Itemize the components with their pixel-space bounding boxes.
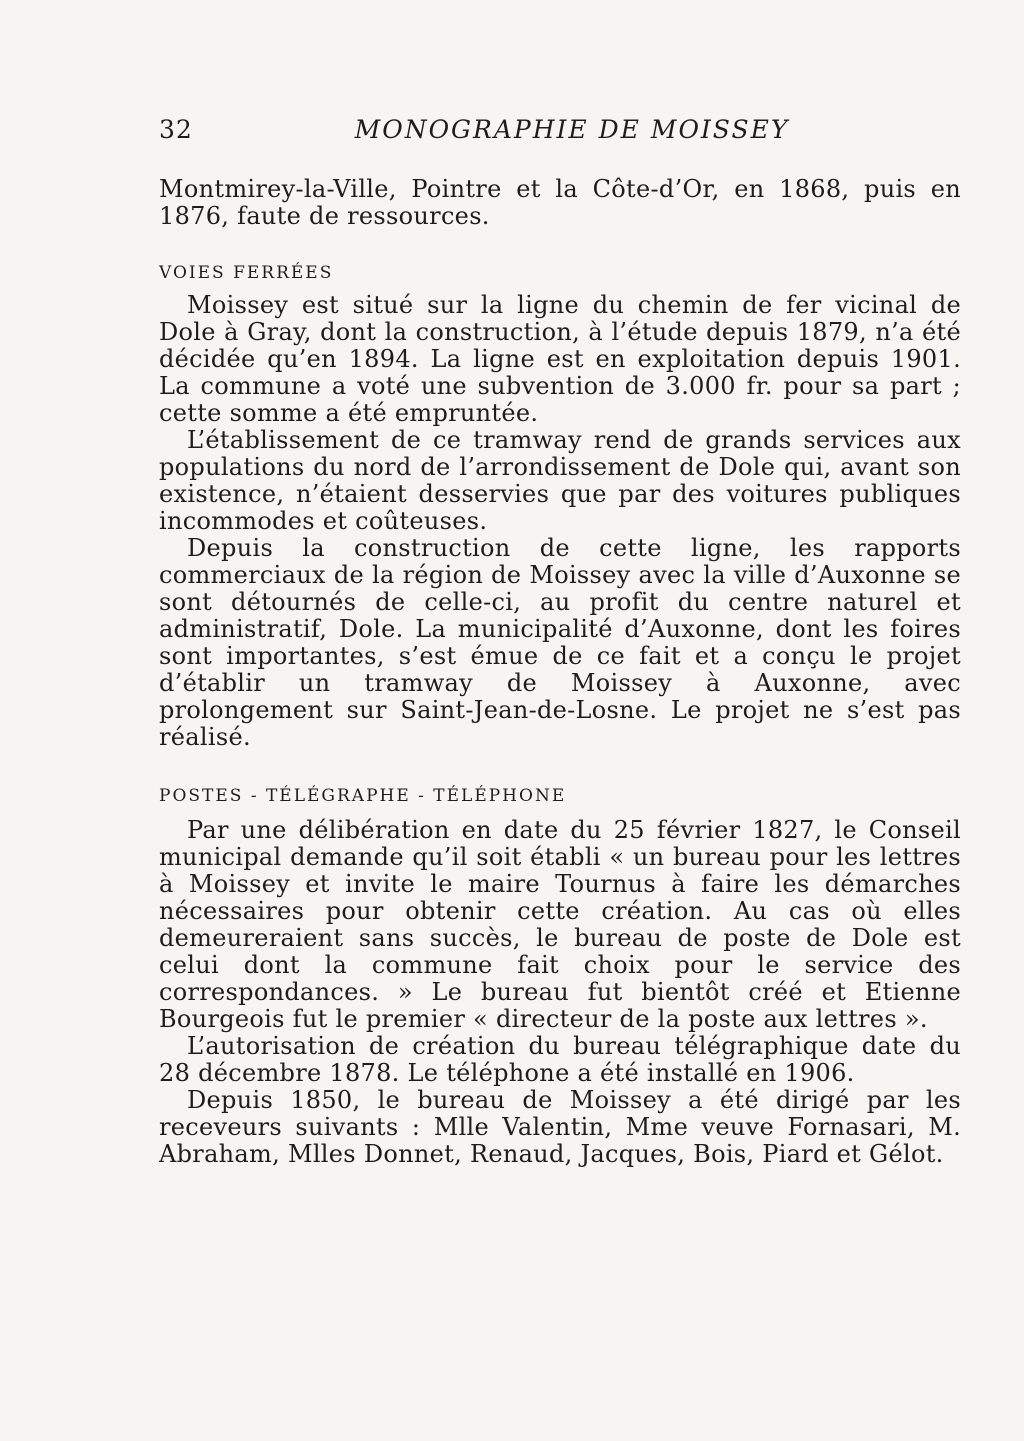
book-page <box>159 110 961 1168</box>
intro-paragraph: Montmirey-la-Ville, Pointre et la Côte-d’Or, en 1868, puis en 1876, faute de ressources. <box>159 175 961 230</box>
paragraph: L’autorisation de création du bureau télégraphique date du 28 décembre 1878. Le téléphone a été installé en 1906. <box>159 1032 961 1087</box>
section-title-postes: POSTES - TÉLÉGRAPHE - TÉLÉPHONE <box>159 786 567 806</box>
running-title: MONOGRAPHIE DE MOISSEY <box>354 115 790 144</box>
paragraph: Depuis la construction de cette ligne, les rapports commerciaux de la région de Moissey avec la ville d’Auxonne se sont détournés de celle-ci, au profit du centre naturel et administratif, Dole. La municipalité d’Auxonne, dont les foires sont importantes, s’est émue de ce fait et a conçu le projet d’établir un tramway de Moissey à Auxonne, avec prolongement sur Saint-Jean-de-Losne. Le projet ne s’est pas réalisé. <box>159 534 961 751</box>
paragraph: Depuis 1850, le bureau de Moissey a été dirigé par les receveurs suivants : Mlle Valentin, Mme veuve Fornasari, M. Abraham, Mlles Donnet, Renaud, Jacques, Bois, Piard et Gélot. <box>159 1086 961 1168</box>
paragraph: Moissey est situé sur la ligne du chemin de fer vicinal de Dole à Gray, dont la construction, à l’étude depuis 1879, n’a été décidée qu’en 1894. La ligne est en exploitation depuis 1901. La commune a voté une subvention de 3.000 fr. pour sa part ; cette somme a été empruntée. <box>159 291 961 427</box>
paragraph: L’établissement de ce tramway rend de grands services aux populations du nord de l’arrondissement de Dole qui, avant son existence, n’étaient desservies que par des voitures publiques incommodes et coûteuses. <box>159 426 961 535</box>
running-head <box>159 110 961 150</box>
section-title-voies-ferrees: VOIES FERRÉES <box>159 263 334 283</box>
paragraph: Par une délibération en date du 25 février 1827, le Conseil municipal demande qu’il soit établi « un bureau pour les lettres à Moissey et invite le maire Tournus à faire les démarches nécessaires pour obtenir cette création. Au cas où elles demeureraient sans succès, le bureau de poste de Dole est celui dont la commune fait choix pour le service des correspondances. » Le bureau fut bientôt créé et Etienne Bourgeois fut le premier « directeur de la poste aux lettres ». <box>159 816 961 1033</box>
page-number: 32 <box>159 115 193 144</box>
